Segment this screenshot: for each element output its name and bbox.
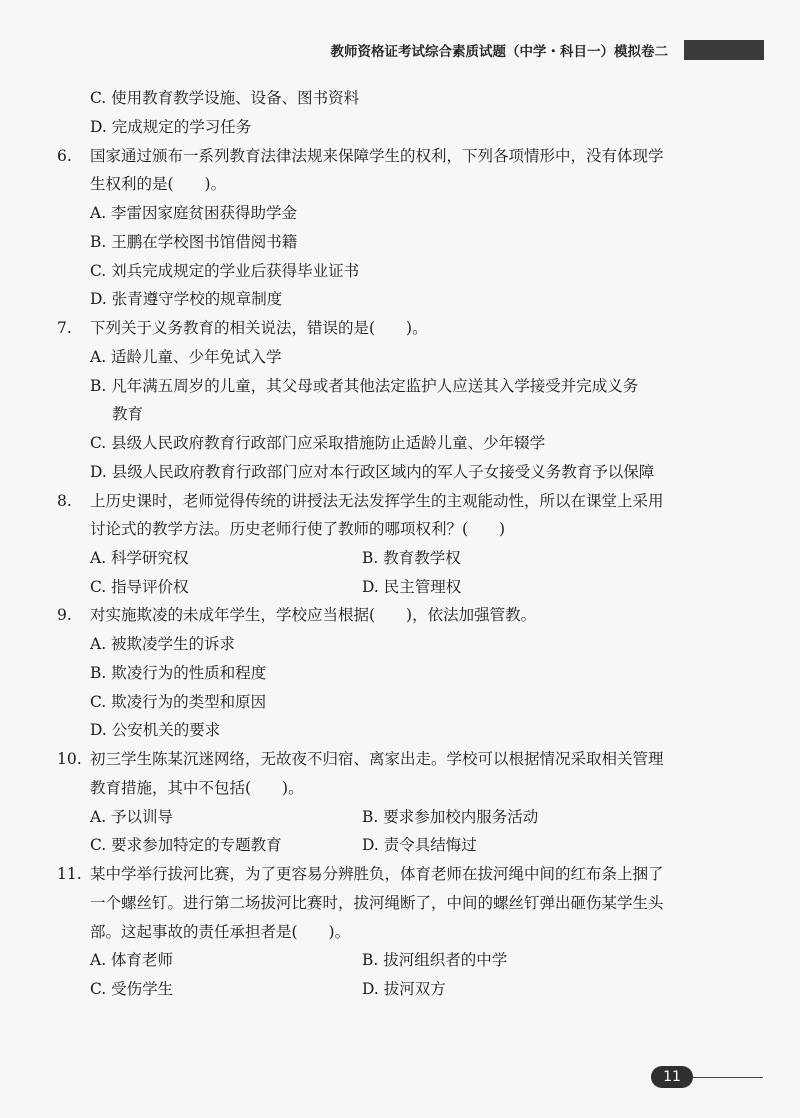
answer-option: C. 要求参加特定的专题教育 [90, 836, 282, 854]
question-number: 6. [57, 147, 72, 165]
answer-option: A. 予以训导 [90, 808, 174, 826]
question-number: 8. [57, 492, 72, 510]
question-text-line: 一个螺丝钉。进行第二场拔河比赛时，拔河绳断了，中间的螺丝钉弹出砸伤某学生头 [90, 894, 664, 912]
answer-option: B. 欺凌行为的性质和程度 [90, 664, 267, 682]
question-text-line: 某中学举行拔河比赛，为了更容易分辨胜负，体育老师在拔河绳中间的红布条上捆了 [90, 865, 664, 883]
header-decorative-bar [684, 40, 764, 60]
answer-option: B. 王鹏在学校图书馆借阅书籍 [90, 233, 298, 251]
footer-rule [693, 1077, 763, 1078]
answer-option: A. 被欺凌学生的诉求 [90, 635, 236, 653]
question-text-line: 上历史课时，老师觉得传统的讲授法无法发挥学生的主观能动性，所以在课堂上采用 [90, 492, 664, 510]
question-number: 7. [57, 319, 72, 337]
answer-option: A. 适龄儿童、少年免试入学 [90, 348, 282, 366]
answer-option: D. 公安机关的要求 [90, 721, 221, 739]
answer-option: D. 民主管理权 [362, 578, 462, 596]
answer-option: C. 刘兵完成规定的学业后获得毕业证书 [90, 262, 360, 280]
answer-option: C. 受伤学生 [90, 980, 174, 998]
page-header [0, 36, 800, 66]
question-text-line: 教育 [112, 405, 144, 423]
question-text-line: 下列关于义务教育的相关说法，错误的是( )。 [90, 319, 428, 337]
question-number: 11. [57, 865, 82, 883]
answer-option: B. 教育教学权 [362, 549, 461, 567]
answer-option: B. 要求参加校内服务活动 [362, 808, 539, 826]
question-text-line: 对实施欺凌的未成年学生，学校应当根据( )，依法加强管教。 [90, 606, 537, 624]
answer-option: D. 拔河双方 [362, 980, 446, 998]
answer-option: C. 指导评价权 [90, 578, 189, 596]
question-text-line: 教育措施，其中不包括( )。 [90, 779, 304, 797]
answer-option: D. 县级人民政府教育行政部门应对本行政区域内的军人子女接受义务教育予以保障 [90, 463, 655, 481]
page-number-badge: 11 [651, 1066, 693, 1088]
answer-option: D. 张青遵守学校的规章制度 [90, 290, 283, 308]
answer-option: A. 李雷因家庭贫困获得助学金 [90, 204, 298, 222]
answer-option: C. 县级人民政府教育行政部门应采取措施防止适龄儿童、少年辍学 [90, 434, 546, 452]
question-text-line: 部。这起事故的责任承担者是( )。 [90, 923, 351, 941]
question-text-line: 国家通过颁布一系列教育法律法规来保障学生的权利，下列各项情形中，没有体现学 [90, 147, 664, 165]
answer-option: D. 责令具结悔过 [362, 836, 477, 854]
answer-option: B. 凡年满五周岁的儿童，其父母或者其他法定监护人应送其入学接受并完成义务 [90, 377, 639, 395]
question-text-line: 讨论式的教学方法。历史老师行使了教师的哪项权利？( ) [90, 520, 506, 538]
answer-option: A. 科学研究权 [90, 549, 189, 567]
question-number: 9. [57, 606, 72, 624]
question-text-line: 初三学生陈某沉迷网络，无故夜不归宿、离家出走。学校可以根据情况采取相关管理 [90, 750, 664, 768]
answer-option: C. 欺凌行为的类型和原因 [90, 693, 267, 711]
answer-option: B. 拔河组织者的中学 [362, 951, 508, 969]
answer-option: D. 完成规定的学习任务 [90, 118, 252, 136]
question-text-line: 生权利的是( )。 [90, 175, 227, 193]
answer-option: C. 使用教育教学设施、设备、图书资料 [90, 89, 360, 107]
answer-option: A. 体育老师 [90, 951, 174, 969]
header-title: 教师资格证考试综合素质试题（中学・科目一）模拟卷二 [330, 44, 668, 60]
question-number: 10. [57, 750, 82, 768]
